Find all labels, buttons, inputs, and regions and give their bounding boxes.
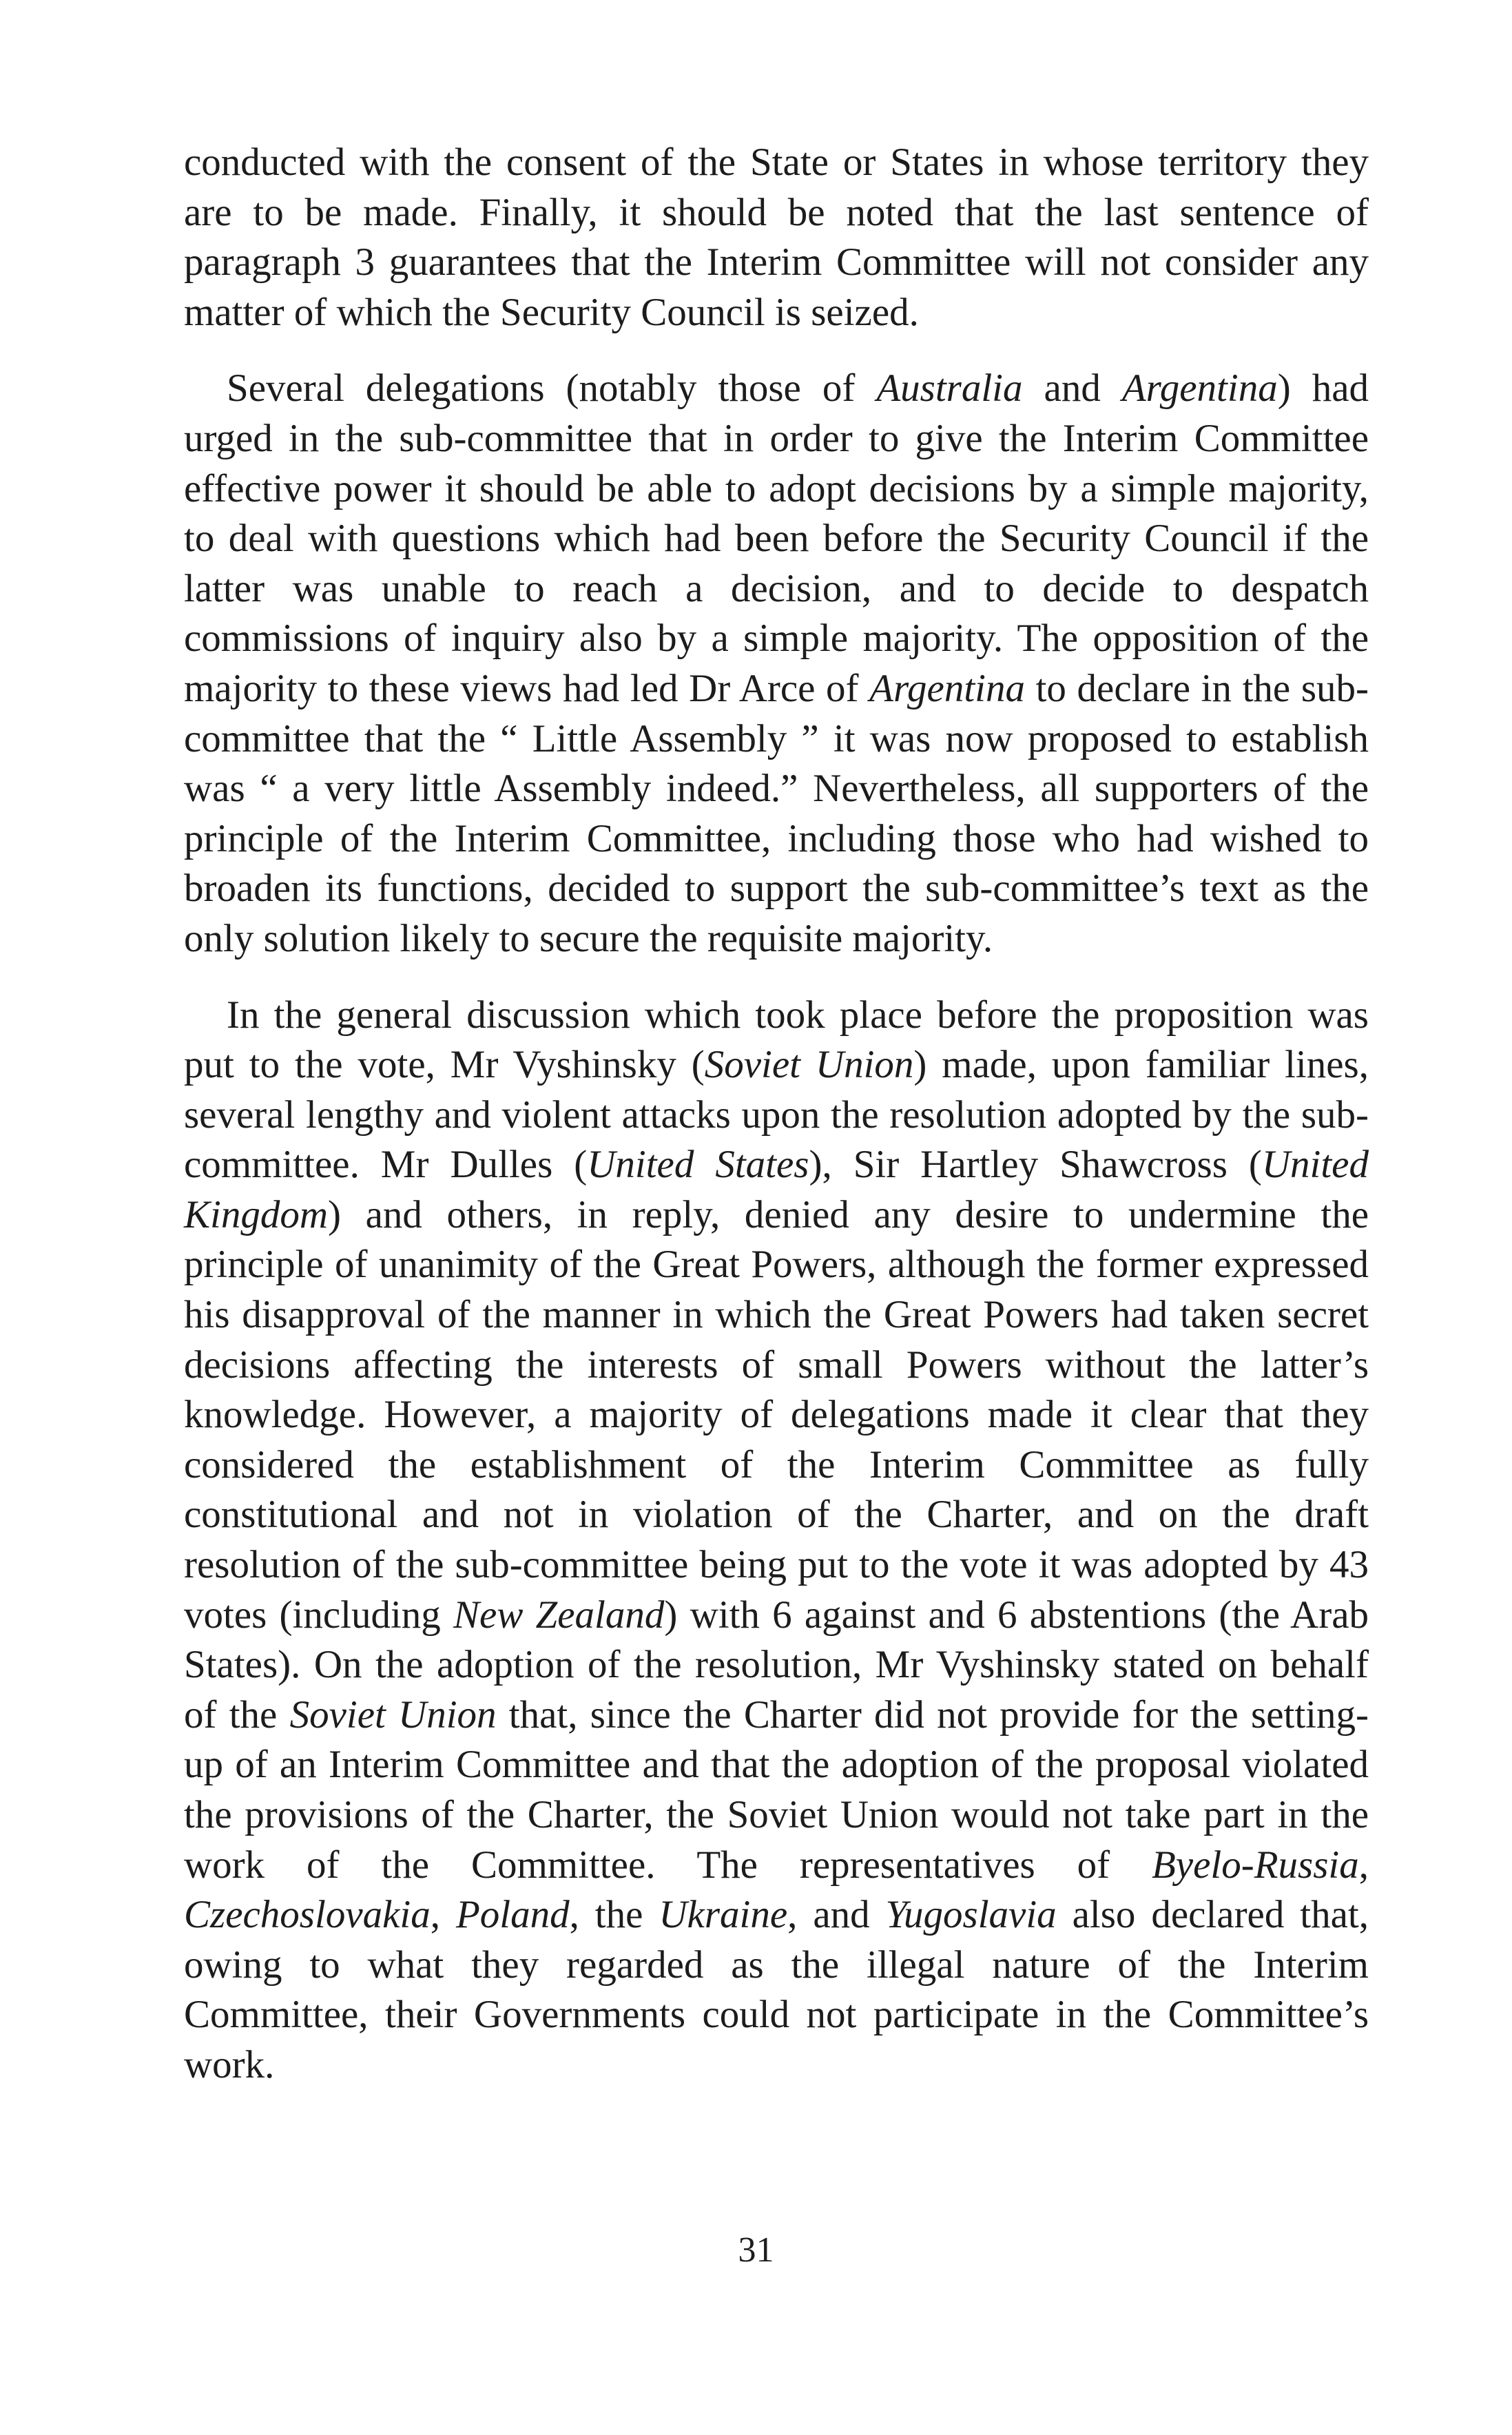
text-run: , the — [569, 1893, 659, 1937]
italic-country-name: New Zealand — [453, 1593, 665, 1637]
text-run: ) and others, in reply, denied any desire to undermine the principle of unanimity of the Great Powers, although the former expressed his disapproval of the manner in which the Great Powers had taken secret decisions affecting the interests of small Powers without the latter’s knowledge. However, a majority of delegations made it clear that they considered the establishment of the Interim Committee as fully constitutional and not in violation of the Charter, and on the draft resolution of the sub-committee being put to the vote it was adopted by 43 votes (including — [184, 1192, 1369, 1637]
italic-country-name: Soviet Union — [289, 1692, 497, 1737]
paragraph — [184, 138, 1369, 338]
italic-country-name: United States — [587, 1143, 809, 1187]
italic-country-name: Yugoslavia — [885, 1893, 1057, 1937]
italic-country-name: Soviet Union — [704, 1043, 914, 1087]
text-run: , and — [787, 1893, 886, 1937]
italic-country-name: Ukraine — [659, 1893, 788, 1937]
page-body — [184, 138, 1369, 2091]
text-run: that, since the Charter did not provide for the setting-up of an Interim Committee and that the adoption of the proposal violated the provisions of the Charter, the Soviet Union would not take part in the work of the Committee. The representatives of — [184, 1692, 1369, 1887]
page-number: 31 — [738, 2230, 774, 2270]
italic-country-name: Czechoslovakia — [184, 1893, 431, 1937]
text-run: also declared that, owing to what they regarded as the illegal nature of the Interim Committee, their Governments could not participate in the Committee’s work. — [184, 1893, 1369, 2086]
italic-country-name: Byelo-Russia — [1151, 1843, 1359, 1887]
text-run: , — [1358, 1843, 1369, 1887]
text-run: and — [1022, 366, 1122, 411]
text-run: In the general discussion which took place before the proposition was put to the vote, Mr Vyshinsky ( — [184, 993, 1369, 1087]
italic-country-name: Argentina — [1121, 366, 1278, 411]
text-run: ) with 6 against and 6 abstentions (the Arab States). On the adoption of the resolution, Mr Vyshinsky stated on behalf of the — [184, 1593, 1369, 1737]
italic-country-name: Poland — [455, 1893, 570, 1937]
text-run: ), Sir Hartley Shawcross ( — [809, 1143, 1262, 1187]
text-run: ) had urged in the sub-committee that in order to give the Interim Committee effective power it should be able to adopt decisions by a simple majority, to deal with questions which had been before the Security Council if the latter was unable to reach a decision, and to decide to despatch commissions of inquiry also by a simple majority. The opposition of the majority to these views had led Dr Arce of — [184, 366, 1369, 710]
italic-country-name: Australia — [876, 366, 1023, 411]
text-run: ) made, upon familiar lines, several lengthy and violent attacks upon the resolution adopted by the sub-committee. Mr Dulles ( — [184, 1043, 1369, 1187]
italic-country-name: United Kingdom — [184, 1143, 1369, 1236]
text-run: Several delegations (notably those of — [227, 366, 877, 411]
paragraph — [184, 991, 1369, 2091]
italic-country-name: Argentina — [869, 666, 1025, 710]
text-run: to declare in the sub-committee that the “ Little Assembly ” it was now proposed to establish was “ a very little Assembly indeed.” Nevertheless, all supporters of the principle of the Interim Committee, including those who had wished to broaden its functions, decided to support the sub-committee’s text as the only solution likely to secure the requisite majority. — [184, 666, 1369, 960]
text-run: , — [430, 1893, 456, 1937]
paragraph — [184, 364, 1369, 964]
text-run: conducted with the consent of the State or States in whose territory they are to be made. Finally, it should be noted that the last sentence of paragraph 3 guarantees that the Interim Committee will not consider any matter of which the Security Council is seized. — [184, 141, 1369, 334]
